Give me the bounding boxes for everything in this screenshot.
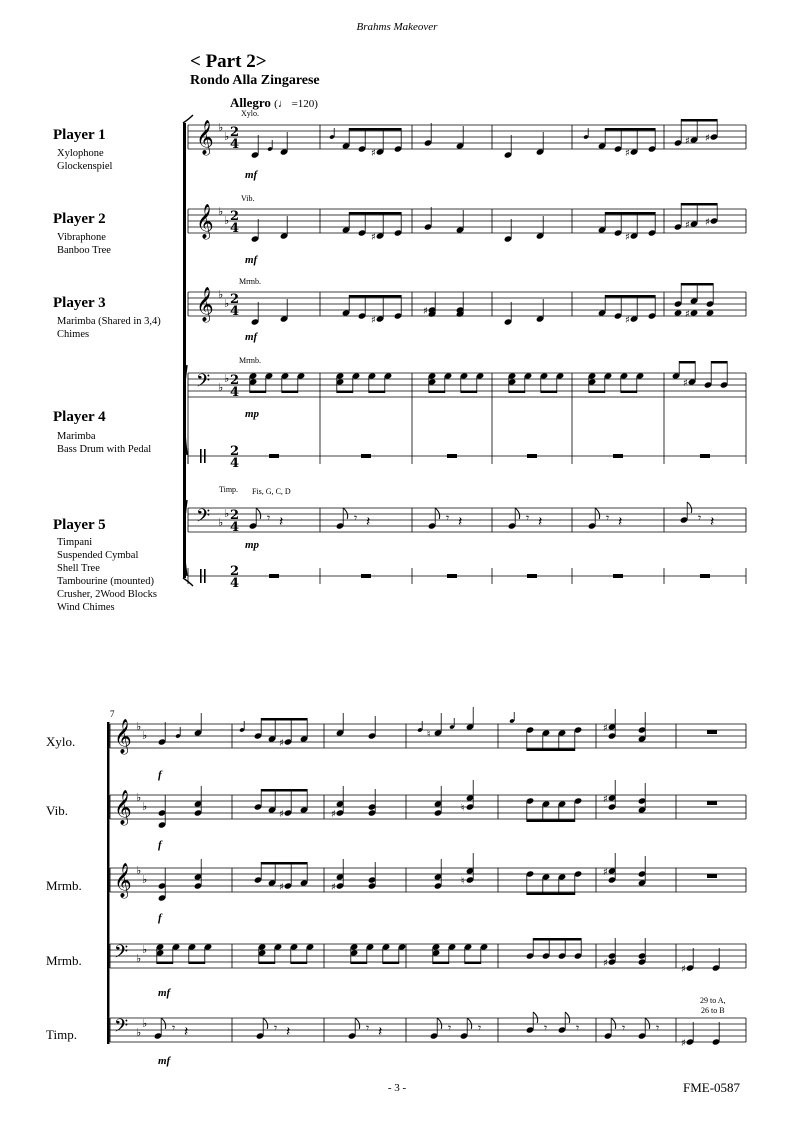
quarter-rest-icon: 𝄽 <box>184 1024 189 1040</box>
staff-label-xylo: Xylo. <box>46 734 76 749</box>
measure-rest <box>361 454 371 458</box>
beam <box>605 212 655 215</box>
measure-rest <box>707 874 717 878</box>
flat-icon: ♭ <box>136 952 142 965</box>
sharp-icon: ♯ <box>683 378 688 389</box>
instrument: Bass Drum with Pedal <box>57 444 152 455</box>
metronome-mark: (♩ =120) <box>274 98 318 110</box>
time-signature: 2 <box>230 444 240 459</box>
beam <box>261 718 307 721</box>
sharp-icon: ♯ <box>603 867 608 878</box>
flag <box>595 508 600 519</box>
time-signature: 2 <box>230 373 240 388</box>
time-signature: 4 <box>230 456 240 471</box>
flat-icon: ♭ <box>142 943 148 956</box>
treble-clef-icon: 𝄞 <box>114 863 132 898</box>
time-signature: 4 <box>230 576 240 591</box>
beam <box>621 391 637 394</box>
flat-icon: ♭ <box>142 1017 148 1030</box>
flag <box>435 508 440 519</box>
beam <box>383 962 399 965</box>
staff-abbr-mrmb: Mrmb. <box>239 277 261 286</box>
flat-icon: ♭ <box>218 205 224 218</box>
sharp-icon: ♯ <box>685 136 690 147</box>
dynamic-mf: mf <box>158 1055 171 1067</box>
sharp-icon: ♯ <box>331 809 336 820</box>
time-signature: 4 <box>230 385 240 400</box>
quarter-rest-icon: 𝄽 <box>366 514 371 530</box>
player-3-name: Player 3 <box>53 295 106 311</box>
beam <box>681 283 713 286</box>
time-signature: 2 <box>230 564 240 579</box>
sharp-icon: ♯ <box>685 220 690 231</box>
sharp-icon: ♯ <box>705 133 710 144</box>
percussion-clef-icon <box>204 569 206 583</box>
quarter-rest-icon: 𝄽 <box>378 1024 383 1040</box>
sharp-icon: ♯ <box>371 315 376 326</box>
instrument: Timpani <box>57 537 93 548</box>
beam <box>533 938 581 941</box>
staff-marimba-treble <box>188 292 746 316</box>
quarter-rest-icon: 𝄽 <box>538 514 543 530</box>
flat-icon: ♭ <box>224 130 230 143</box>
staff-label-timp: Timp. <box>46 1027 77 1042</box>
flag <box>687 502 692 513</box>
sharp-icon: ♯ <box>331 882 336 893</box>
sharp-icon: ♯ <box>681 1038 686 1049</box>
beam <box>527 893 575 896</box>
bass-clef-icon: 𝄢 <box>196 506 211 531</box>
eighth-rest-icon: 𝄾 <box>366 1021 370 1035</box>
beam <box>189 962 205 965</box>
instrument: Shell Tree <box>57 563 100 574</box>
flag <box>515 508 520 519</box>
flat-icon: ♭ <box>224 214 230 227</box>
running-title: Brahms Makeover <box>356 21 438 33</box>
system-bracket <box>107 722 110 1044</box>
time-signature: 4 <box>230 137 240 152</box>
eighth-rest-icon: 𝄾 <box>622 1021 626 1035</box>
flat-icon: ♭ <box>142 729 148 742</box>
beam <box>679 361 695 364</box>
staff-vibraphone <box>110 795 746 819</box>
flag <box>565 1012 570 1023</box>
flag <box>533 1012 538 1023</box>
beam <box>433 962 449 965</box>
instrument: Banboo Tree <box>57 245 111 256</box>
flat-icon: ♭ <box>142 800 148 813</box>
eighth-rest-icon: 𝄾 <box>172 1021 176 1035</box>
beam <box>681 203 717 206</box>
catalog-code: FME-0587 <box>683 1080 741 1095</box>
sharp-icon: ♯ <box>625 232 630 243</box>
beam <box>349 295 401 298</box>
bracket-hook <box>183 115 193 123</box>
flag <box>355 1018 360 1029</box>
instrument: Glockenspiel <box>57 161 113 172</box>
sharp-icon: ♯ <box>279 882 284 893</box>
beam <box>461 391 477 394</box>
notehead <box>706 309 715 316</box>
flat-icon: ♭ <box>218 121 224 134</box>
sharp-icon: ♯ <box>279 738 284 749</box>
sharp-icon: ♯ <box>685 309 690 320</box>
eighth-rest-icon: 𝄾 <box>576 1021 580 1035</box>
percussion-clef-icon <box>200 449 202 463</box>
eighth-rest-icon: 𝄾 <box>606 511 610 525</box>
beam <box>261 862 307 865</box>
staff-abbr-timp: Timp. <box>219 485 239 494</box>
measure-number: 7 <box>110 709 115 719</box>
dynamic-mp: mp <box>245 539 260 551</box>
staff-timpani <box>188 508 746 532</box>
sharp-icon: ♯ <box>371 232 376 243</box>
sharp-icon: ♯ <box>603 958 608 969</box>
measure-rest <box>269 454 279 458</box>
sharp-icon: ♯ <box>625 315 630 326</box>
dynamic-mf: mf <box>245 254 258 266</box>
flat-icon: ♭ <box>218 516 224 529</box>
time-signature: 2 <box>230 209 240 224</box>
flag <box>611 1018 616 1029</box>
instrument: Vibraphone <box>57 232 106 243</box>
quarter-rest-icon: 𝄽 <box>286 1024 291 1040</box>
beam <box>681 119 717 122</box>
eighth-rest-icon: 𝄾 <box>526 511 530 525</box>
quarter-rest-icon: 𝄽 <box>710 514 715 530</box>
staff-abbr-xylo: Xylo. <box>241 109 259 118</box>
beam <box>261 789 307 792</box>
sharp-icon: ♯ <box>603 794 608 805</box>
flat-icon: ♭ <box>224 507 230 520</box>
percussion-clef-icon <box>200 569 202 583</box>
sharp-icon: ♯ <box>279 809 284 820</box>
instrument: Marimba (Shared in 3,4) <box>57 316 161 327</box>
eighth-rest-icon: 𝄾 <box>698 511 702 525</box>
natural-icon: ♮ <box>461 803 465 814</box>
beam <box>291 962 307 965</box>
piece-title: Rondo Alla Zingarese <box>190 73 320 88</box>
measure-rest <box>447 454 457 458</box>
staff-label-mrmb: Mrmb. <box>46 878 82 893</box>
quarter-rest-icon: 𝄽 <box>458 514 463 530</box>
sharp-icon: ♯ <box>423 306 428 317</box>
flat-icon: ♭ <box>136 791 142 804</box>
flat-icon: ♭ <box>136 864 142 877</box>
time-signature: 4 <box>230 520 240 535</box>
beam <box>337 391 353 394</box>
dynamic-mp: mp <box>245 408 260 420</box>
beam <box>589 391 605 394</box>
beam <box>605 128 655 131</box>
measure-rest <box>527 574 537 578</box>
beam <box>465 962 481 965</box>
player-2-name: Player 2 <box>53 211 106 227</box>
beam <box>250 391 266 394</box>
tuning-change-line: 26 to B <box>701 1006 725 1015</box>
sharp-icon: ♯ <box>681 964 686 975</box>
dynamic-f: f <box>158 912 162 924</box>
flag <box>161 1018 166 1029</box>
staff-abbr-vib: Vib. <box>241 194 255 203</box>
eighth-rest-icon: 𝄾 <box>446 511 450 525</box>
measure-rest <box>613 454 623 458</box>
flat-icon: ♭ <box>224 372 230 385</box>
flat-icon: ♭ <box>136 1026 142 1039</box>
timpani-tuning: Fis, G, C, D <box>252 487 291 496</box>
eighth-rest-icon: 𝄾 <box>656 1021 660 1035</box>
measure-rest <box>613 574 623 578</box>
dynamic-mf: mf <box>158 987 171 999</box>
measure-rest <box>707 730 717 734</box>
flag <box>437 1018 442 1029</box>
beam <box>349 128 401 131</box>
eighth-rest-icon: 𝄾 <box>448 1021 452 1035</box>
bass-clef-icon: 𝄢 <box>196 371 211 396</box>
sharp-icon: ♯ <box>625 148 630 159</box>
flag <box>343 508 348 519</box>
beam <box>349 212 401 215</box>
flag <box>256 508 261 519</box>
measure-rest <box>447 574 457 578</box>
instrument: Tambourine (mounted) <box>57 576 154 587</box>
quarter-rest-icon: 𝄽 <box>279 514 284 530</box>
treble-clef-icon: 𝄞 <box>196 120 214 155</box>
treble-clef-icon: 𝄞 <box>114 790 132 825</box>
treble-clef-icon: 𝄞 <box>196 204 214 239</box>
staff-label-vib: Vib. <box>46 803 68 818</box>
beam <box>351 962 367 965</box>
instrument: Crusher, 2Wood Blocks <box>57 589 157 600</box>
measure-rest <box>361 574 371 578</box>
eighth-rest-icon: 𝄾 <box>267 511 271 525</box>
staff-xylophone <box>188 125 746 149</box>
eighth-rest-icon: 𝄾 <box>544 1021 548 1035</box>
beam <box>527 820 575 823</box>
dynamic-mf: mf <box>245 331 258 343</box>
beam <box>429 391 445 394</box>
measure-rest <box>700 574 710 578</box>
sharp-icon: ♯ <box>705 217 710 228</box>
eighth-rest-icon: 𝄾 <box>478 1021 482 1035</box>
treble-clef-icon: 𝄞 <box>196 287 214 322</box>
beam <box>605 295 655 298</box>
staff-vibraphone <box>188 209 746 233</box>
instrument: Marimba <box>57 431 96 442</box>
sharp-icon: ♯ <box>603 723 608 734</box>
treble-clef-icon: 𝄞 <box>114 719 132 754</box>
player-4-name: Player 4 <box>53 409 106 425</box>
time-signature: 2 <box>230 292 240 307</box>
quarter-rest-icon: 𝄽 <box>618 514 623 530</box>
instrument: Xylophone <box>57 148 104 159</box>
measure-rest <box>269 574 279 578</box>
staff-label-mrmb-2: Mrmb. <box>46 953 82 968</box>
time-signature: 4 <box>230 304 240 319</box>
tuning-change-line: 29 to A, <box>700 996 726 1005</box>
time-signature: 4 <box>230 221 240 236</box>
part-title: < Part 2> <box>190 51 267 72</box>
time-signature: 2 <box>230 125 240 140</box>
eighth-rest-icon: 𝄾 <box>354 511 358 525</box>
natural-icon: ♮ <box>427 729 431 740</box>
tempo-word: Allegro <box>230 95 271 110</box>
flag <box>645 1018 650 1029</box>
beam <box>259 962 275 965</box>
staff-marimba-treble <box>110 868 746 892</box>
dynamic-f: f <box>158 769 162 781</box>
beam <box>527 749 575 752</box>
flat-icon: ♭ <box>218 381 224 394</box>
instrument: Wind Chimes <box>57 602 115 613</box>
flat-icon: ♭ <box>218 288 224 301</box>
notehead <box>674 309 683 316</box>
bass-clef-icon: 𝄢 <box>114 942 129 967</box>
beam <box>711 361 727 364</box>
natural-icon: ♮ <box>461 876 465 887</box>
notehead <box>690 309 699 316</box>
flat-icon: ♭ <box>224 297 230 310</box>
player-5-name: Player 5 <box>53 517 106 533</box>
beam <box>509 391 525 394</box>
measure-rest <box>700 454 710 458</box>
player-1-name: Player 1 <box>53 127 106 143</box>
beam <box>282 391 298 394</box>
measure-rest <box>707 801 717 805</box>
instrument: Suspended Cymbal <box>57 550 139 561</box>
percussion-clef-icon <box>204 449 206 463</box>
sharp-icon: ♯ <box>371 148 376 159</box>
flat-icon: ♭ <box>136 720 142 733</box>
beam <box>369 391 385 394</box>
bass-clef-icon: 𝄢 <box>114 1016 129 1041</box>
dynamic-f: f <box>158 839 162 851</box>
instrument: Chimes <box>57 329 90 340</box>
flag <box>263 1018 268 1029</box>
measure-rest <box>527 454 537 458</box>
beam <box>541 391 557 394</box>
staff-timpani <box>110 1018 746 1042</box>
eighth-rest-icon: 𝄾 <box>274 1021 278 1035</box>
flag <box>467 1018 472 1029</box>
beam <box>157 962 173 965</box>
dynamic-mf: mf <box>245 169 258 181</box>
time-signature: 2 <box>230 508 240 523</box>
staff-abbr-mrmb-2: Mrmb. <box>239 356 261 365</box>
flat-icon: ♭ <box>142 873 148 886</box>
page-number: - 3 - <box>387 1082 407 1094</box>
